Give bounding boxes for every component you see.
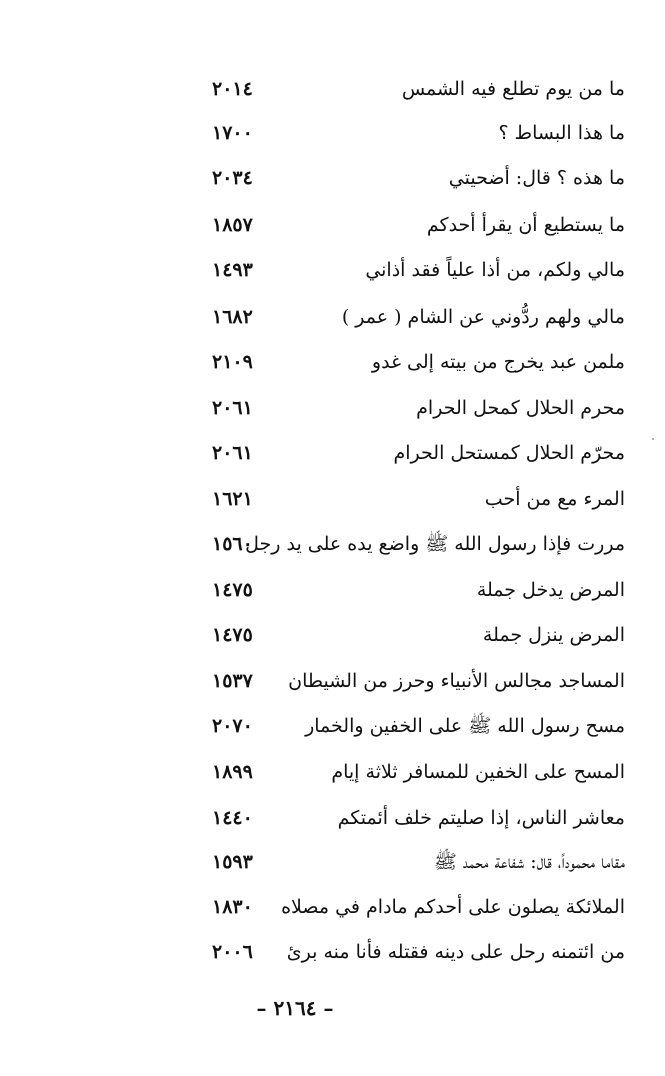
index-entry <box>0 525 665 565</box>
entry-page-number: ٢٠٣٤ <box>212 167 253 189</box>
index-entry <box>0 159 665 199</box>
entry-text: ما يستطيع أن يقرأ أحدكم <box>426 214 625 236</box>
entry-page-number: ١٦٨٢ <box>212 306 253 328</box>
index-entry <box>0 343 665 383</box>
entry-page-number: ١٤٧٥ <box>212 624 253 646</box>
index-entry <box>0 251 665 291</box>
entry-page-number: ١٥٦٠ <box>212 533 253 555</box>
index-entry <box>0 707 665 747</box>
entry-text: ملمن عبد يخرج من بيته إلى غدو <box>371 351 625 373</box>
entry-text: مالي ولكم، من أذا علياً فقد أذاني <box>365 259 625 281</box>
entry-page-number: ١٨٥٧ <box>212 214 253 236</box>
index-entry <box>0 206 665 246</box>
entry-text: ما هذا البساط ؟ <box>498 122 625 144</box>
entry-text: ما من يوم تطلع فيه الشمس <box>401 78 625 100</box>
index-entry <box>0 799 665 839</box>
entry-page-number: ١٦٢١ <box>212 488 253 510</box>
entry-page-number: ٢١٠٩ <box>212 351 253 373</box>
entry-page-number: ٢٠٠٦ <box>212 941 253 963</box>
index-entry <box>0 888 665 928</box>
entry-text: الملائكة يصلون على أحدكم مادام في مصلاه <box>281 896 625 918</box>
entry-page-number: ١٤٧٥ <box>212 579 253 601</box>
entry-page-number: ٢٠٦١ <box>212 397 253 419</box>
entry-text: المرض ينزل جملة <box>482 624 625 646</box>
entry-text: معاشر الناس، إذا صليتم خلف أئمتكم <box>337 807 625 829</box>
entry-page-number: ٢٠٧٠ <box>212 715 253 737</box>
page-number-footer: – ٢١٦٤ – <box>256 996 334 1020</box>
entry-page-number: ١٨٣٠ <box>212 896 253 918</box>
entry-text: ما هذه ؟ قال: أضحيتي <box>448 167 625 189</box>
index-entry <box>0 662 665 702</box>
index-entry <box>0 571 665 611</box>
index-entry <box>0 434 665 474</box>
index-entry <box>0 933 665 973</box>
entry-text: مالي ولهم ردُّوني عن الشام ( عمر ) <box>341 306 625 328</box>
entry-page-number: ١٤٩٣ <box>212 259 253 281</box>
entry-page-number: ١٥٣٧ <box>212 670 253 692</box>
index-entry <box>0 70 665 110</box>
entry-page-number: ١٨٩٩ <box>212 761 253 783</box>
entry-page-number: ١٧٠٠ <box>212 122 253 144</box>
entry-text: محرّم الحلال كمستحل الحرام <box>393 442 625 464</box>
entry-text: مسح رسول الله ﷺ على الخفين والخمار <box>305 715 625 737</box>
entry-text: محرم الحلال كمحل الحرام <box>416 397 625 419</box>
entry-text: المرض يدخل جملة <box>476 579 625 601</box>
entry-page-number: ٢٠٦١ <box>212 442 253 464</box>
entry-text: مررت فإذا رسول الله ﷺ واضع يده على يد رجل <box>245 533 625 555</box>
index-entry <box>0 480 665 520</box>
entry-text: المساجد مجالس الأنبياء وحرز من الشيطان <box>288 670 625 692</box>
index-entry <box>0 843 665 883</box>
index-entry <box>0 298 665 338</box>
entry-text: من ائتمنه رحل على دينه فقتله فأنا منه برئ <box>286 941 625 963</box>
scan-speck <box>652 438 654 440</box>
entry-page-number: ٢٠١٤ <box>212 78 253 100</box>
index-entry <box>0 114 665 154</box>
index-entry <box>0 753 665 793</box>
entry-page-number: ١٥٩٣ <box>212 851 253 873</box>
entry-text: المرء مع من أحب <box>484 488 625 510</box>
index-entry <box>0 389 665 429</box>
entry-page-number: ١٤٤٠ <box>212 807 253 829</box>
index-entry <box>0 616 665 656</box>
entry-text: مقاما محموداً، قال: شفاعة محمد ﷺ <box>433 851 625 873</box>
entry-text: المسح على الخفين للمسافر ثلاثة إيام <box>331 761 625 783</box>
